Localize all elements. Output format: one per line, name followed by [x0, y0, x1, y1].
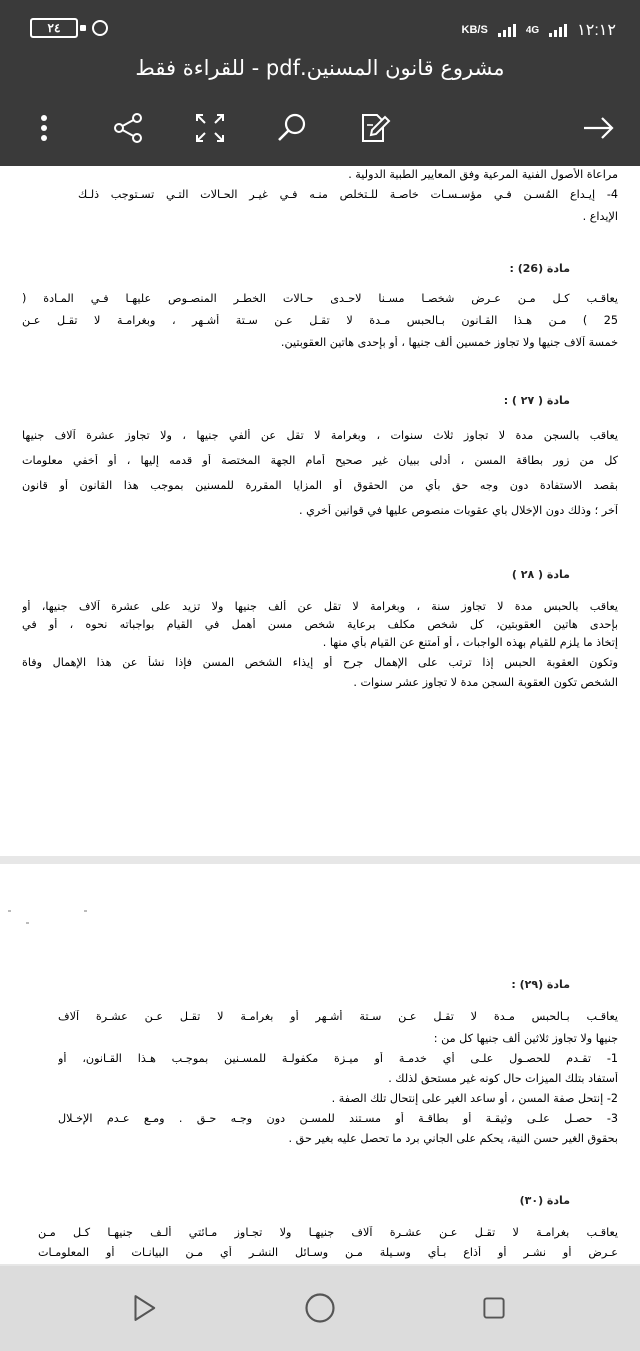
- scan-speck: [26, 922, 29, 924]
- battery-tip-icon: [80, 25, 86, 31]
- clock: ١٢:١٢: [577, 22, 616, 39]
- doc-line: يعاقـب كـل مـن عـرض شخصـا مسـنا لاحـدى حـالات الخطـر المنصـوص عليهـا فـي المـادة (: [22, 292, 618, 305]
- forward-arrow-icon: [581, 111, 615, 145]
- doc-line: 25 ) مـن هـذا القـانون بـالحبس مـدة لا تقـل عـن سـتة أشـهر ، وبغرامـة لا تقـل عـن: [22, 314, 618, 327]
- doc-line: 4- إيـداع المُسـن فـي مؤسـسـات خاصـة للـتخلص منـه فـي غيـر الحـالات التـي تسـتوجب ذلـك: [78, 188, 618, 201]
- cell-signal-icon: [549, 23, 567, 37]
- toolbar: [0, 108, 640, 148]
- back-icon: [127, 1291, 161, 1325]
- more-button[interactable]: [24, 108, 64, 148]
- more-icon: [27, 111, 61, 145]
- battery-level: ٢٤: [47, 21, 61, 35]
- network-type: 4G: [525, 24, 540, 36]
- doc-line: الإيداع .: [582, 210, 618, 223]
- network-speed: KB/S: [461, 24, 488, 36]
- app-bar: [0, 46, 640, 166]
- article-heading: مادة (26) :: [509, 262, 570, 275]
- recents-icon: [478, 1292, 510, 1324]
- doc-line: جنيها ولا تجاوز ثلاثين ألف جنيها كل من :: [433, 1032, 618, 1045]
- vpn-icon: [92, 20, 108, 36]
- edit-icon: [357, 111, 391, 145]
- doc-line: بإحدى هاتين العقوبتين، كل شخص مكلف برعاية شخص مسن أهمل في القيام بواجباته نحوه ، أو في: [22, 618, 618, 631]
- forward-button[interactable]: [578, 108, 618, 148]
- doc-line: وتكون العقوبة الحبس إذا ترتب على الإهمال جرح أو إيذاء الشخص المسن فإذا نشأ عن هذا الإهمال وفاة: [22, 656, 618, 669]
- doc-line: 1- تقـدم للحصـول علـى أي خدمـة أو ميـزة مكفولـة للمسـنين بموجـب هـذا القـانون، أو: [58, 1052, 618, 1065]
- status-bar: [0, 0, 640, 46]
- doc-line: مراعاة الأصول الفنية المرعية وفق المعايير الطبية الدولية .: [348, 168, 618, 181]
- home-icon: [302, 1290, 338, 1326]
- doc-line: عـرض أو نشـر أو أذاع بـأي وسـيلة مـن وسـائل النشـر أي مـن البيانـات أو المعلومـات: [38, 1246, 618, 1259]
- doc-line: آخر ؛ وذلك دون الإخلال باي عقوبات منصوص عليها في قوانين أخري .: [298, 504, 618, 517]
- navigation-bar: [0, 1266, 640, 1351]
- pdf-page-2: [0, 864, 640, 1264]
- status-right: [462, 20, 616, 40]
- wifi-signal-icon: [498, 23, 516, 37]
- doc-line: خمسة آلاف جنيها ولا تجاوز خمسين ألف جنيها ، أو بإحدى هاتين العقوبتين.: [280, 336, 618, 349]
- share-icon: [111, 111, 145, 145]
- fullscreen-icon: [193, 111, 227, 145]
- doc-line: كل من زور بطاقة المسن ، أدلى ببيان غير صحيح أمام الجهة المختصة أو قدمه إليها ، أو أخفي معلومات: [22, 454, 618, 467]
- doc-line: بقصد الاستفادة دون وجه حق بأي من الحقوق أو المزايا المقررة للمسنين بموجب هذا القانون أو قانون: [22, 479, 618, 492]
- doc-line: 3- حصـل علـى وثيقـة أو بطاقـة أو مسـتند للمسـن دون وجـه حـق . ومـع عـدم الإخـلال: [58, 1112, 618, 1125]
- doc-line: يعاقـب بغرامـة لا تقـل عـن عشـرة آلاف جنيهـا ولا تجـاوز مـائتي ألـف جنيهـا كـل مـن: [38, 1226, 618, 1239]
- back-button[interactable]: [124, 1288, 164, 1328]
- fullscreen-button[interactable]: [190, 108, 230, 148]
- document-title: مشروع قانون المسنين.pdf - للقراءة فقط: [135, 56, 505, 80]
- edit-button[interactable]: [354, 108, 394, 148]
- pdf-page-1: [0, 166, 640, 856]
- article-heading: مادة ( ٢٨ ): [511, 568, 570, 581]
- status-left: [30, 18, 108, 38]
- article-heading: مادة ( ٢٧ ) :: [503, 394, 570, 407]
- doc-line: بحقوق الغير حسن النية، يحكم على الجاني برد ما تحصل عليه بغير حق .: [288, 1132, 618, 1145]
- doc-line: إتخاذ ما يلزم للقيام بهذه الواجبات ، أو أمتنع عن القيام بأي منها .: [322, 636, 618, 649]
- doc-line: 2- إنتحل صفة المسن ، أو ساعد الغير على إنتحال تلك الصفة .: [331, 1092, 618, 1105]
- scan-speck: [8, 910, 11, 912]
- share-button[interactable]: [108, 108, 148, 148]
- doc-line: الشخص تكون العقوبة السجن مدة لا تجاوز عشر سنوات .: [353, 676, 618, 689]
- doc-line: يعاقب بالسجن مدة لا تجاوز ثلاث سنوات ، وبغرامة لا تقل عن ألفي جنيها ، ولا تجاوز عشرة آلاف جنيها: [22, 429, 618, 442]
- scan-speck: [84, 910, 87, 912]
- doc-line: يعاقـب بـالحبس مـدة لا تقـل عـن سـتة أشـهر أو بغرامـة لا تقـل عـن عشـرة آلاف: [58, 1010, 618, 1023]
- battery-icon: [30, 18, 78, 38]
- doc-line: أستفاد بتلك الميزات حال كونه غير مستحق لذلك .: [388, 1072, 618, 1085]
- article-heading: مادة (٣٠): [519, 1194, 570, 1207]
- recents-button[interactable]: [474, 1288, 514, 1328]
- search-icon: [275, 111, 309, 145]
- article-heading: مادة (٢٩) :: [511, 978, 570, 991]
- doc-line: يعاقب بالحبس مدة لا تجاوز سنة ، وبغرامة لا تقل عن ألف جنيها ولا تزيد على عشرة آلاف جنيها، أو: [22, 600, 618, 613]
- home-button[interactable]: [300, 1288, 340, 1328]
- search-button[interactable]: [272, 108, 312, 148]
